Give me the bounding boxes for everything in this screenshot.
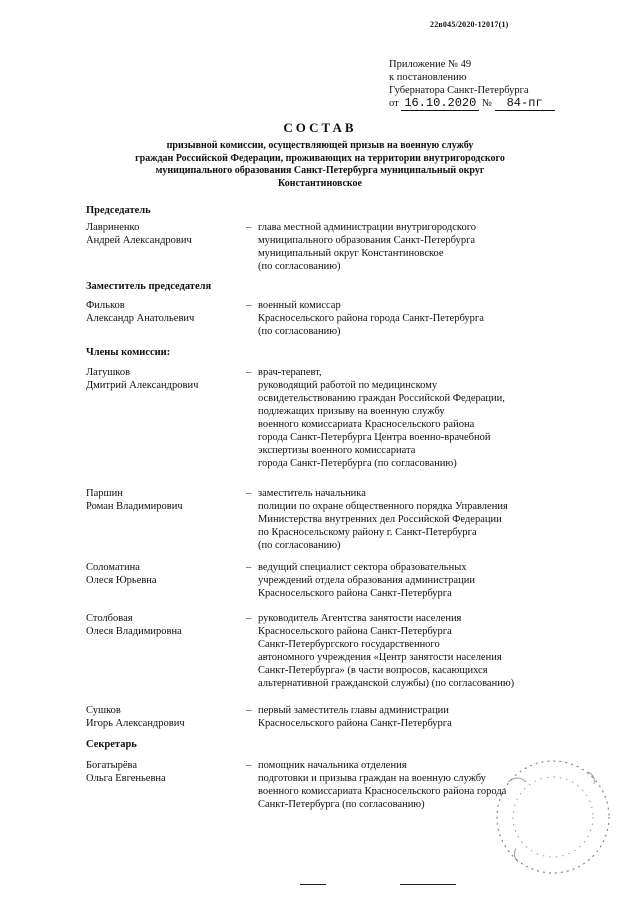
member-dash: – [246, 613, 252, 624]
member-name: Соломатина Олеся Юрьевна [86, 562, 157, 586]
section-chairman: Председатель [86, 205, 151, 216]
member-name: Лавриненко Андрей Александрович [86, 222, 192, 246]
footer-divider [300, 884, 326, 885]
member-dash: – [246, 705, 252, 716]
subtitle-line-3: муниципального образования Санкт-Петербурга муниципальный округ [155, 165, 485, 177]
seal-stamp-icon [488, 752, 618, 882]
member-dash: – [246, 300, 252, 311]
section-deputy: Заместитель председателя [86, 281, 212, 292]
member-position: глава местной администрации внутригородского муниципального образования Санкт-Петербурга муниципальный округ Константиновское (по согласованию) [258, 222, 477, 272]
number-field [495, 97, 555, 111]
member-position: помощник начальника отделения подготовки и призыва граждан на военную службу военного комиссариата Красносельского района города Санкт-Петербурга (по согласованию) [258, 760, 507, 810]
member-dash: – [246, 562, 252, 573]
member-position: военный комиссар Красносельского района города Санкт-Петербурга (по согласованию) [258, 300, 484, 337]
member-name: Богатырёва Ольга Евгеньевна [86, 760, 166, 784]
member-name: Паршин Роман Владимирович [86, 488, 183, 512]
member-dash: – [246, 488, 252, 499]
section-members: Члены комиссии: [86, 347, 171, 358]
section-secretary: Секретарь [86, 739, 137, 750]
member-name: Столбовая Олеся Владимировна [86, 613, 182, 637]
member-dash: – [246, 367, 252, 378]
member-position: заместитель начальника полиции по охране общественного порядка Управления Министерства внутренних дел Российской Федерации по Красносельскому району г. Санкт-Петербурга (по согласованию) [258, 488, 508, 551]
member-position: ведущий специалист сектора образовательных учреждений отдела образования администрации Красносельского района Санкт-Петербурга [258, 562, 475, 599]
date-prefix: от [389, 98, 399, 109]
member-position: руководитель Агентства занятости населения Красносельского района Санкт-Петербурга Санкт-Петербургского государственного автономного учреждения «Центр занятости населения Санкт-Петербурга» (в части вопросов, касающихся альтернативной гражданской службы) (по согласованию) [258, 613, 515, 689]
subtitle-line-1: призывной комиссии, осуществляющей призыв на военную службу [166, 140, 474, 151]
member-name: Фильков Александр Анатольевич [86, 300, 195, 324]
member-dash: – [246, 222, 252, 233]
member-position: первый заместитель главы администрации Красносельского района Санкт-Петербурга [258, 705, 452, 729]
footer-divider [400, 884, 456, 885]
appendix-line-1: Приложение № 49 [389, 59, 472, 70]
member-position: врач-терапевт, руководящий работой по медицинскому освидетельствованию граждан Российской Федерации, подлежащих призыву на военную службу военного комиссариата Красносельского района города Санкт-Петербурга Центра военно-врачебной экспертизы военного комиссариата города Санкт-Петербурга (по согласованию) [258, 367, 505, 469]
document-heading [60, 120, 580, 190]
appendix-line-3: Губернатора Санкт-Петербурга [389, 85, 529, 96]
number-prefix: № [481, 98, 492, 109]
document-number: 22в045/2020-12017(1) [430, 20, 509, 29]
subtitle-line-2: граждан Российской Федерации, проживающих на территории внутригородского [135, 152, 505, 164]
appendix-line-2: к постановлению [389, 72, 467, 83]
appendix-date-line [389, 97, 555, 111]
member-dash: – [246, 760, 252, 771]
member-name: Сушков Игорь Александрович [86, 705, 185, 729]
appendix-block [389, 58, 555, 111]
subtitle-line-4: Константиновское [278, 177, 362, 189]
member-name: Латушков Дмитрий Александрович [86, 367, 199, 391]
date-value: 16.10.2020 [404, 96, 477, 110]
number-value: 84-пг [506, 96, 543, 110]
date-field [401, 97, 479, 111]
document-title: СОСТАВ [283, 120, 357, 135]
